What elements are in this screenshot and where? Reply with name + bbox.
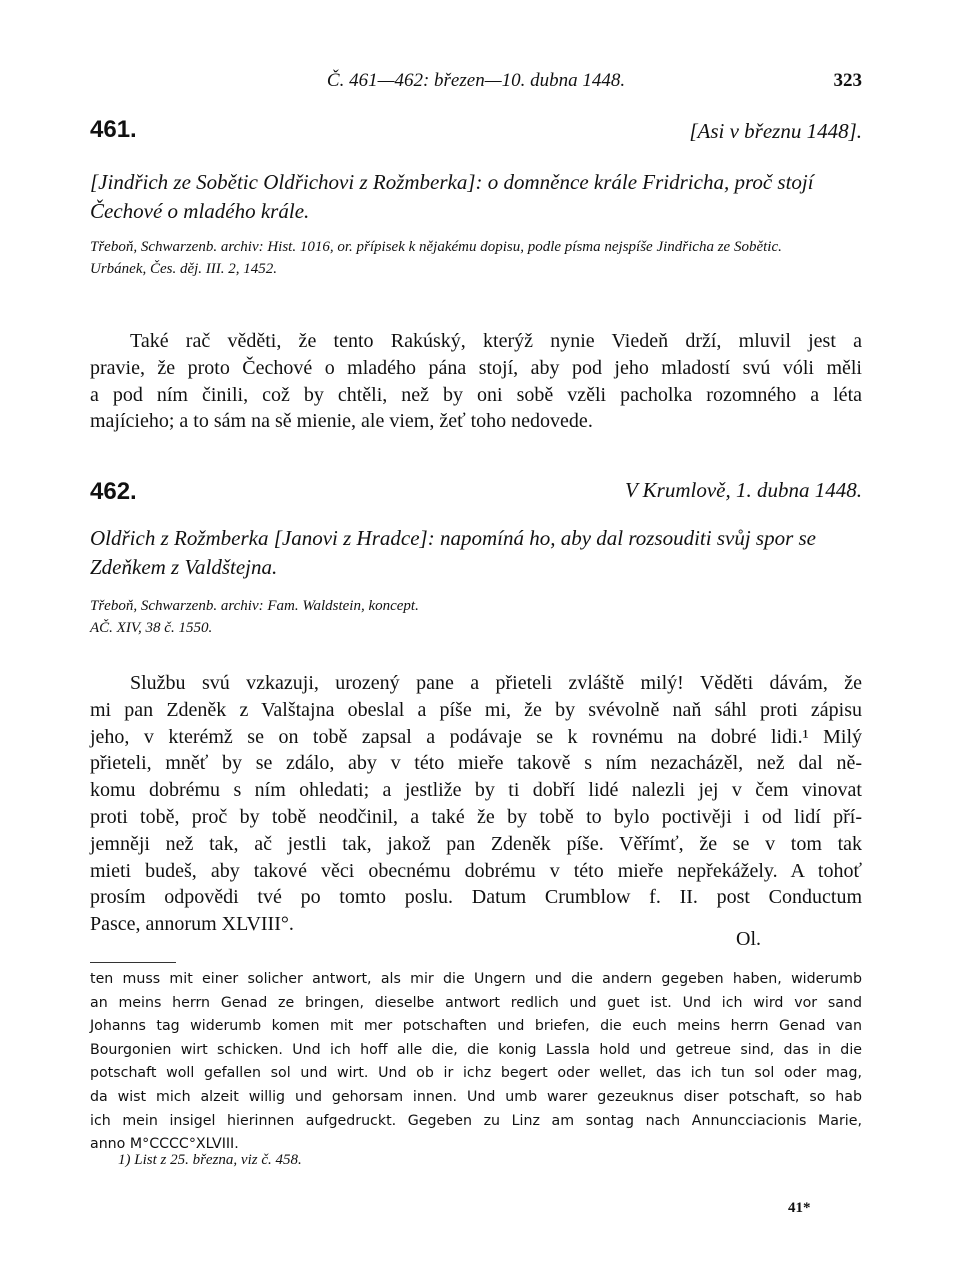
- continuation-line: an meins herrn Genad ze bringen, dieselbe antwort redlich und guet ist. Und ich wird vor sand: [90, 994, 862, 1011]
- doc-461-source-line: Třeboň, Schwarzenb. archiv: Hist. 1016, or. přípisek k nějakému dopisu, podle písma nejspíše Jindřicha ze Sobětic.: [90, 239, 782, 255]
- doc-461-source-line: Urbánek, Čes. děj. III. 2, 1452.: [90, 261, 278, 277]
- running-header: [90, 70, 862, 94]
- text-line: Službu svú vzkazuji, urozený pane a přieteli zvláště milý! Věděti dávám, že: [130, 672, 862, 694]
- continuation-line: Johanns tag widerumb komen mit mer potschaften und briefen, die euch meins herrn Genad van: [90, 1018, 862, 1035]
- text-line: jeho, v kterémž se on tobě zapsal a podávaje se k rovnému na dobré lidi.¹ Milý: [90, 725, 862, 748]
- continuation-line: potschaft woll gefallen sol und wirt. Und ob ir ichz begert oder wellet, das ich tun sol oder mag,: [90, 1065, 862, 1082]
- doc-462-number: 462.: [90, 478, 137, 505]
- text-line: komu dobrému s ním ohledati; a jestliže by ti dobří lidé nalezli jej v čem vinovat: [90, 779, 862, 802]
- footnote: 1) List z 25. března, viz č. 458.: [118, 1152, 302, 1168]
- text-line: majícieho; a to sám na sě mienie, ale viem, žeť toho nedovede.: [90, 410, 593, 433]
- text-line: mi pan Zdeněk z Valštajna obeslal a píše mi, že by svévolně naň sáhl proti zápisu: [90, 698, 862, 721]
- text-line: přieteli, mněť by se zdálo, aby v této mieře takově s ním nezacházěl, než dal ně-: [90, 752, 862, 775]
- text-line: jemněji než tak, ač jestli tak, jakož pan Zdeněk píše. Věřímť, že se v tom tak: [90, 832, 862, 855]
- text-line: mieti budeš, aby takové věci obecnému dobrému v této mieře nepřekážely. A tohoť: [90, 859, 862, 882]
- continuation-line: ten muss mit einer solicher antwort, als mir die Ungern und die andern gegeben haben, widerumb: [90, 971, 862, 987]
- doc-461-source: [90, 236, 862, 280]
- signature: Ol.: [736, 928, 761, 950]
- doc-461-regest: [Jindřich ze Sobětic Oldřichovi z Rožmberka]: o domněnce krále Fridricha, proč stojí Čechové o mladého krále.: [90, 170, 814, 223]
- text-line: Také rač věděti, že tento Rakúský, kterýž nynie Viedeň drží, mluvil jest a: [130, 330, 862, 352]
- text-line: Pasce, annorum XLVIII°.: [90, 913, 294, 936]
- doc-461-text: [90, 328, 862, 435]
- running-title: Č. 461—462: březen—10. dubna 1448.: [326, 70, 626, 91]
- doc-461-number: 461.: [90, 116, 137, 143]
- continuation-line: Bourgonien wirt schicken. Und ich hoff alle die, die konig Lassla hold und getreue sind, das in die: [90, 1041, 862, 1058]
- text-line: proti tobě, proč by tobě neodčinil, a také že by tobě to bylo poctivěji i od lidí pří-: [90, 805, 862, 828]
- continuation-line: ich mein insigel hierinnen aufgedruckt. Gegeben zu Linz am sontag nach Annuncciacionis Marie,: [90, 1112, 862, 1129]
- continuation-line: anno M°CCCC°XLVIII.: [90, 1136, 239, 1153]
- doc-461-dateline: [Asi v březnu 1448].: [689, 119, 862, 143]
- sheet-mark: 41*: [788, 1200, 811, 1216]
- doc-462-regest: Oldřich z Rožmberka [Janovi z Hradce]: napomíná ho, aby dal rozsouditi svůj spor se Zdeňkem z Valdštejna.: [90, 526, 817, 579]
- doc-462-source: [90, 595, 862, 639]
- footnote-divider: [90, 962, 176, 963]
- doc-462-text: [90, 670, 862, 938]
- page-number: 323: [833, 70, 862, 91]
- continuation-text: [90, 968, 862, 1157]
- doc-462-source-line: Třeboň, Schwarzenb. archiv: Fam. Waldstein, koncept.: [90, 598, 419, 614]
- doc-462-dateline: V Krumlově, 1. dubna 1448.: [624, 478, 862, 502]
- text-line: a pod ním činili, což by chtěli, než by oni sobě vzěli pacholka rozomného a léta: [90, 383, 862, 406]
- text-line: prosím odpovědi tvé po tomto poslu. Datum Crumblow f. II. post Conductum: [90, 886, 862, 909]
- continuation-line: da wist mich alzeit willig und gehorsam innen. Und umb warer gezeuknus diser potschaft, so hab: [90, 1088, 862, 1105]
- doc-462-source-line: AČ. XIV, 38 č. 1550.: [90, 620, 213, 636]
- text-line: pravie, že proto Čechové o mladého pána stojí, aby pod jeho mladostí svú vóli měli: [90, 356, 862, 379]
- document-page: [90, 0, 862, 1264]
